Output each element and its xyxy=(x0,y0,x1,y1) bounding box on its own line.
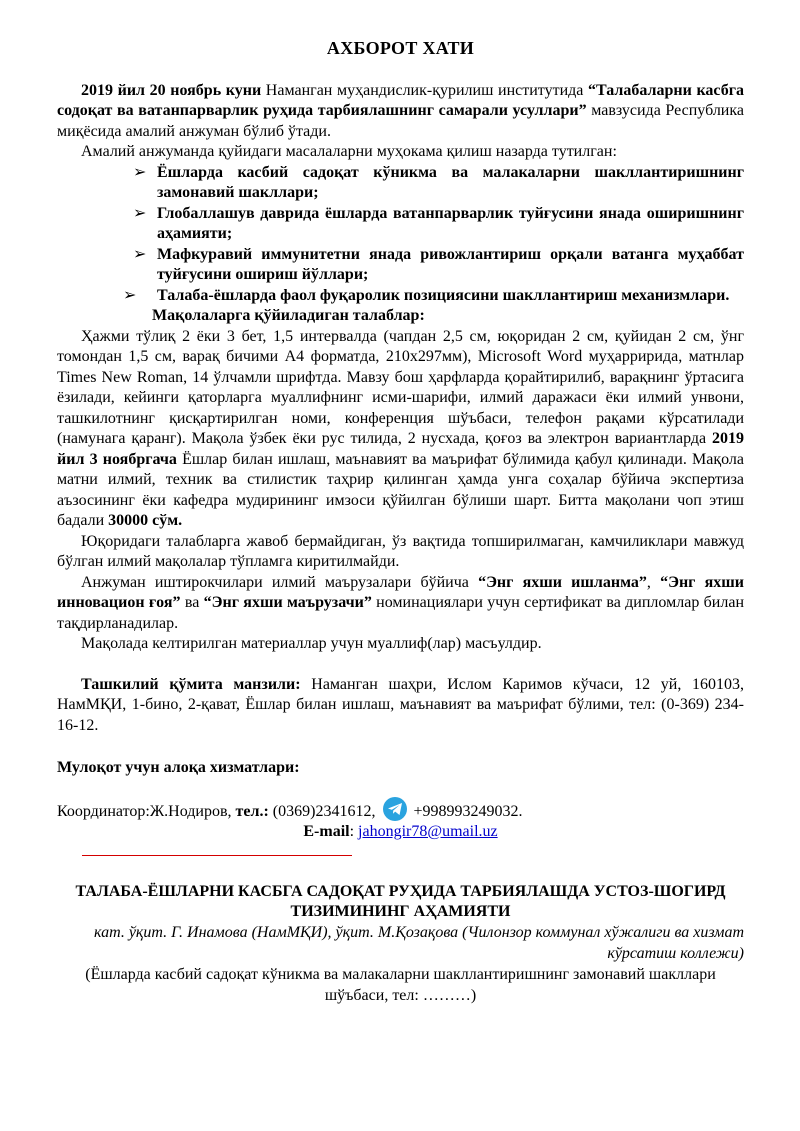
topic-item xyxy=(57,163,744,204)
topics-list xyxy=(57,163,744,307)
spacer xyxy=(57,655,744,675)
mobile-number: +998993249032. xyxy=(409,802,523,820)
info-letter xyxy=(57,38,744,1006)
topic-text: Ёшларда касбий садоқат кўникма ва малакаларни шакллантиришнинг замонавий шакллари; xyxy=(157,163,744,201)
requirements-paragraph xyxy=(57,327,744,532)
address-label: Ташкилий қўмита манзили: xyxy=(81,675,301,693)
topic-item xyxy=(57,245,744,286)
separator: : xyxy=(349,823,359,840)
intro-text-end: мавзусида Республика миқёсида амалий анжуман бўлиб ўтади. xyxy=(57,102,744,140)
separator: ва xyxy=(180,594,204,611)
tel-label: тел.: xyxy=(235,802,269,820)
red-divider xyxy=(82,855,352,856)
contact-line xyxy=(57,797,744,823)
deadline: 2019 йил 3 ноябргача xyxy=(57,430,744,468)
topic-item xyxy=(57,286,744,307)
arrow-bullet-icon: ➢ xyxy=(133,204,147,222)
topic-text: Мафкуравий иммунитетни янада ривожлантириш орқали ватанга муҳаббат туйғусини ошириш йўллари; xyxy=(157,245,744,283)
event-date: 2019 йил 20 ноябрь куни xyxy=(81,81,262,99)
responsibility-note: Мақолада келтирилган материаллар учун муаллиф(лар) масъулдир. xyxy=(81,635,542,652)
nomination-1: “Энг яхши ишланма” xyxy=(478,573,647,591)
intro-paragraph xyxy=(57,81,744,143)
nomination-2: “Энг яхши инновацион ғоя” xyxy=(57,573,745,611)
spacer xyxy=(57,736,744,756)
topic-item xyxy=(57,204,744,245)
topic-text: Талаба-ёшларда фаол фуқаролик позициясини шакллантириш механизмлари. xyxy=(157,286,730,304)
awards-text-end: номинациялари учун сертификат ва дипломлар билан тақдирланадилар. xyxy=(57,594,745,632)
arrow-bullet-icon: ➢ xyxy=(133,163,147,181)
arrow-bullet-icon: ➢ xyxy=(123,286,137,304)
requirements-heading: Мақолаларга қўйиладиган талаблар: xyxy=(152,307,425,324)
email-link[interactable]: jahongir78@umail.uz xyxy=(358,823,498,840)
coordinator: Координатор:Ж.Нодиров, xyxy=(57,802,236,820)
conference-theme: “Талабаларни касбга содоқат ва ватанпарварлик руҳида тарбиялашнинг самарали усуллари” xyxy=(57,81,744,119)
telegram-icon[interactable] xyxy=(383,797,407,821)
awards-text: Анжуман иштирокчилари илмий маърузалари бўйича xyxy=(81,573,479,591)
issues-intro: Амалий анжуманда қуйидаги масалаларни муҳокама қилиш назарда тутилган: xyxy=(81,143,617,160)
email-label: E-mail xyxy=(303,823,350,840)
page-title: АХБОРОТ ХАТИ xyxy=(326,38,475,58)
sample-authors: кат. ўқит. Г. Инамова (НамМҚИ), ўқит. М.Қозақова (Чилонзор коммунал хўжалиги ва хизмат кўрсатиш коллежи) xyxy=(93,923,744,962)
topic-text: Глобаллашув даврида ёшларда ватанпарварлик туйғусини янада оширишнинг аҳамияти; xyxy=(157,204,744,242)
awards-paragraph xyxy=(57,573,744,635)
contacts-heading: Мулоқот учун алоқа хизматлари: xyxy=(57,759,300,776)
rejection-paragraph: Юқоридаги талабларга жавоб бермайдиган, ўз вақтида топширилмаган, камчиликлари мавжуд бўлган илмий мақолалар тўпламга киритилмайди. xyxy=(57,532,744,570)
address-paragraph xyxy=(57,675,744,737)
intro-text: Наманган муҳандислик-қурилиш институтида xyxy=(261,81,588,99)
publication-fee: 30000 сўм. xyxy=(108,512,183,529)
sample-article-title: ТАЛАБА-ЁШЛАРНИ КАСБГА САДОҚАТ РУҲИДА ТАРБИЯЛАШДА УСТОЗ-ШОГИРД ТИЗИМИНИНГ АҲАМИЯТИ xyxy=(75,882,726,920)
address-text: Наманган шаҳри, Ислом Каримов кўчаси, 12 уй, 160103, НамМҚИ, 1-бино, 2-қават, Ёшлар билан ишлаш, маънавият ва маърифат бўлими, тел: (0-369) 234-16-12. xyxy=(57,675,745,734)
separator: , xyxy=(646,573,661,591)
requirements-text: Ҳажми тўлиқ 2 ёки 3 бет, 1,5 интервалда (чапдан 2,5 см, юқоридан 2 см, қуйидан 2 см, ўнг томондан 1,5 см, варақ бичими А4 форматда, 210х297мм), Microsoft Word муҳарририда, матнлар Times New Roman, 14 ўлчамли шрифтда. Мавзу бош ҳарфларда қорайтирилиб, варақнинг ўртасига ёзилади, кейинги қаторларга муаллифнинг исми-шарифи, илмий даражаси ёки илмий унвони, ташкилотнинг қисқартирилган номи, конференция шўъбаси, телефон рақами кўрсатилади (намунага қаранг). Мақола ўзбек ёки рус тилида, 2 нусхада, қоғоз ва электрон вариантларда xyxy=(57,327,744,447)
nomination-3: “Энг яхши маърузачи” xyxy=(203,594,372,611)
arrow-bullet-icon: ➢ xyxy=(133,245,147,263)
sample-section: (Ёшларда касбий садоқат кўникма ва малакаларни шакллантиришнинг замонавий шакллари шўъбаси, тел: ………) xyxy=(85,965,716,1004)
spacer xyxy=(57,779,744,797)
requirements-text-2: Ёшлар билан ишлаш, маънавият ва маърифат бўлимида қабул қилинади. Мақола матни илмий, техник ва стилистик таҳрир қилинган ҳамда унга соҳалар бўйича экспертиза аъзосининг ёки кафедра мудирининг имзоси қўйилган бўлиши шарт. Битта мақолани чоп этиш бадали xyxy=(57,450,744,529)
email-line xyxy=(57,822,744,843)
tel-number: (0369)2341612, xyxy=(268,802,380,820)
